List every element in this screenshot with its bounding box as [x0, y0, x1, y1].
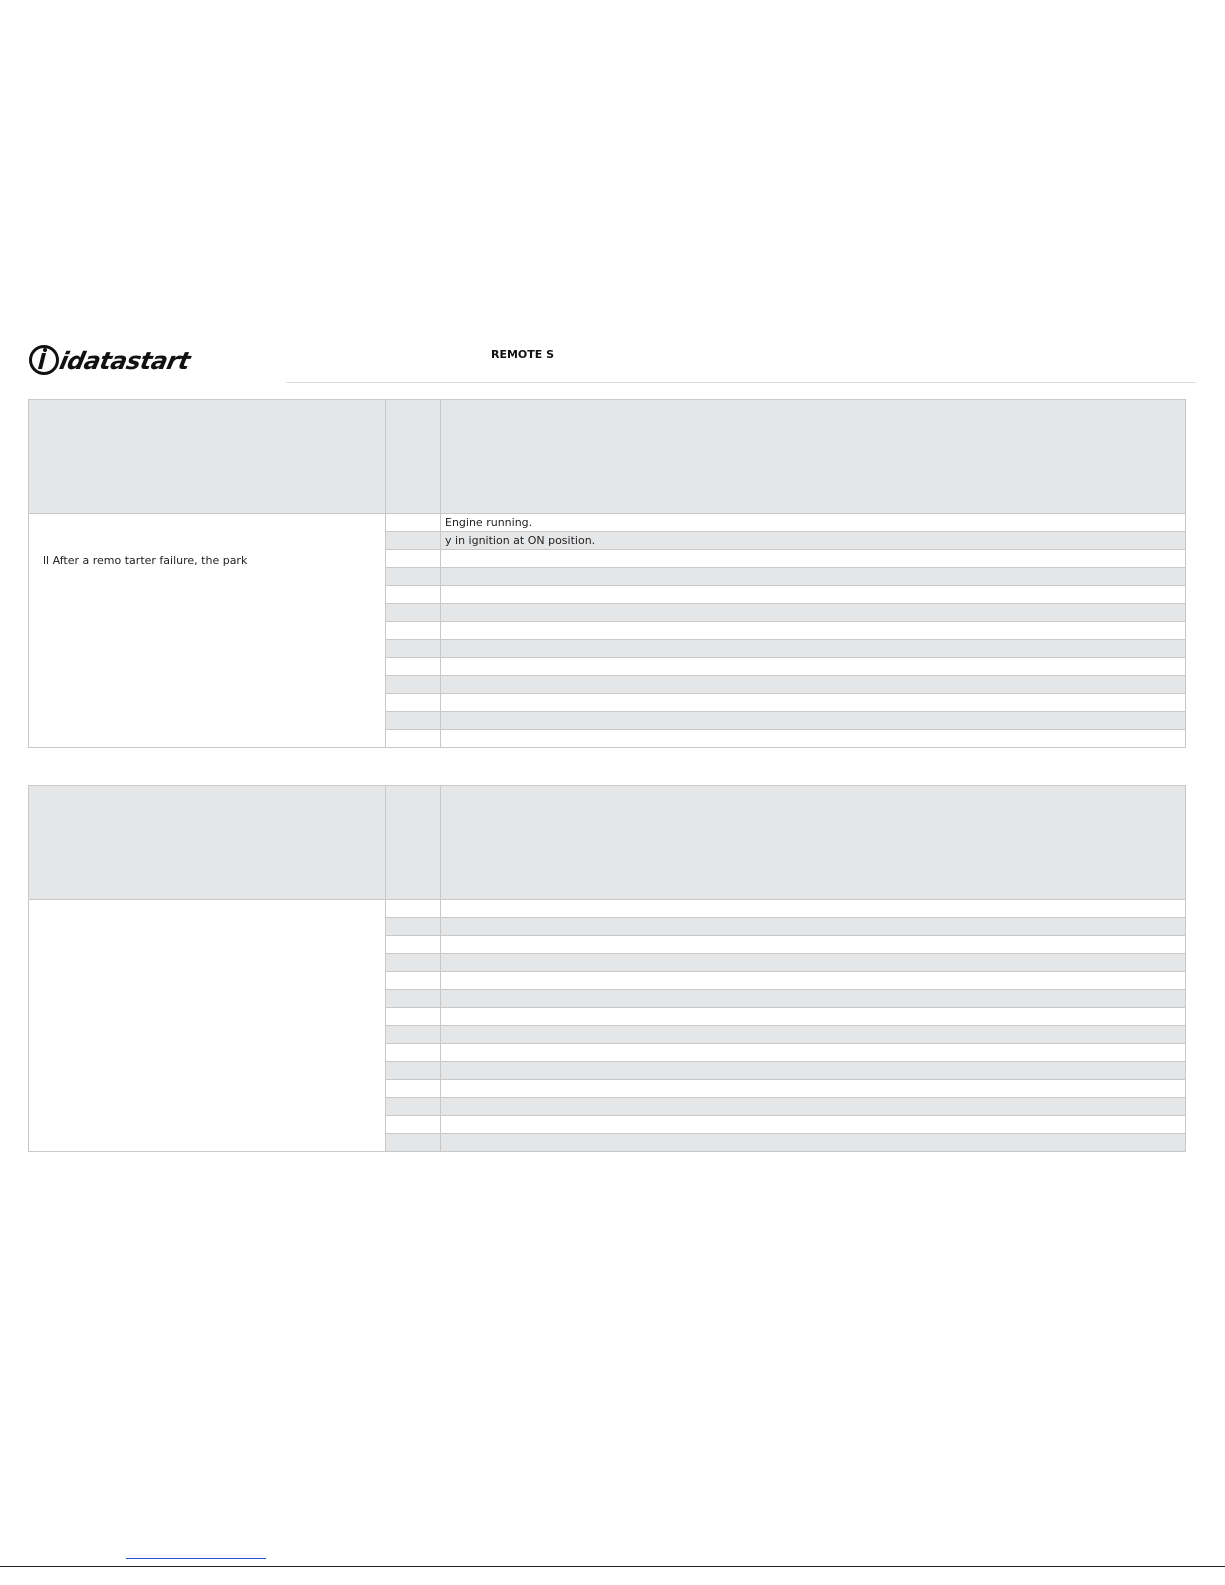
condition-cell — [441, 918, 1186, 936]
condition-cell — [441, 550, 1186, 568]
condition-cell — [441, 622, 1186, 640]
table-row — [29, 514, 1186, 532]
condition-cell — [441, 694, 1186, 712]
code-cell — [386, 1116, 441, 1134]
code-cell — [386, 514, 441, 532]
header-title: REMOTE S — [491, 348, 555, 361]
condition-cell — [441, 1080, 1186, 1098]
idatastart-logo — [28, 342, 268, 384]
table-header-cell — [441, 400, 1186, 514]
page-header — [28, 342, 1196, 384]
code-cell — [386, 1134, 441, 1152]
code-cell — [386, 1026, 441, 1044]
code-cell — [386, 972, 441, 990]
code-cell — [386, 622, 441, 640]
table-header-row — [29, 400, 1186, 514]
table-header-cell — [441, 786, 1186, 900]
logo-dot — [43, 348, 47, 352]
condition-cell — [441, 936, 1186, 954]
table-header-cell — [29, 786, 386, 900]
condition-cell — [441, 712, 1186, 730]
problem-description-cell — [29, 900, 386, 1152]
code-cell — [386, 712, 441, 730]
code-cell — [386, 568, 441, 586]
condition-cell — [441, 586, 1186, 604]
condition-cell — [441, 568, 1186, 586]
code-cell — [386, 900, 441, 918]
condition-cell — [441, 954, 1186, 972]
code-cell — [386, 532, 441, 550]
condition-cell — [441, 990, 1186, 1008]
table-header-cell — [386, 786, 441, 900]
table-header-row — [29, 786, 1186, 900]
footer-divider — [0, 1566, 1225, 1567]
troubleshooting-table-1 — [28, 399, 1186, 748]
condition-cell — [441, 900, 1186, 918]
condition-cell — [441, 1116, 1186, 1134]
code-cell — [386, 730, 441, 748]
code-cell — [386, 936, 441, 954]
code-cell — [386, 676, 441, 694]
code-cell — [386, 604, 441, 622]
condition-cell — [441, 640, 1186, 658]
header-divider — [286, 382, 1196, 383]
condition-cell — [441, 1098, 1186, 1116]
condition-cell — [441, 730, 1186, 748]
condition-cell — [441, 676, 1186, 694]
logo-text: idatastart — [57, 347, 193, 375]
code-cell — [386, 1008, 441, 1026]
footer-link[interactable] — [126, 1550, 266, 1559]
code-cell — [386, 1098, 441, 1116]
code-cell — [386, 990, 441, 1008]
table-row — [29, 900, 1186, 918]
code-cell — [386, 918, 441, 936]
condition-cell — [441, 1044, 1186, 1062]
condition-cell — [441, 1008, 1186, 1026]
condition-cell: Engine running. — [441, 514, 1186, 532]
condition-cell — [441, 1134, 1186, 1152]
table-header-cell — [29, 400, 386, 514]
code-cell — [386, 586, 441, 604]
code-cell — [386, 550, 441, 568]
code-cell — [386, 954, 441, 972]
code-cell — [386, 658, 441, 676]
condition-cell — [441, 1026, 1186, 1044]
condition-cell: y in ignition at ON position. — [441, 532, 1186, 550]
condition-cell — [441, 1062, 1186, 1080]
problem-description-cell: ll After a remo tarter failure, the park — [29, 514, 386, 748]
condition-cell — [441, 604, 1186, 622]
code-cell — [386, 640, 441, 658]
code-cell — [386, 694, 441, 712]
troubleshooting-table-2 — [28, 785, 1186, 1152]
code-cell — [386, 1080, 441, 1098]
condition-cell — [441, 972, 1186, 990]
code-cell — [386, 1044, 441, 1062]
table-header-cell — [386, 400, 441, 514]
code-cell — [386, 1062, 441, 1080]
condition-cell — [441, 658, 1186, 676]
